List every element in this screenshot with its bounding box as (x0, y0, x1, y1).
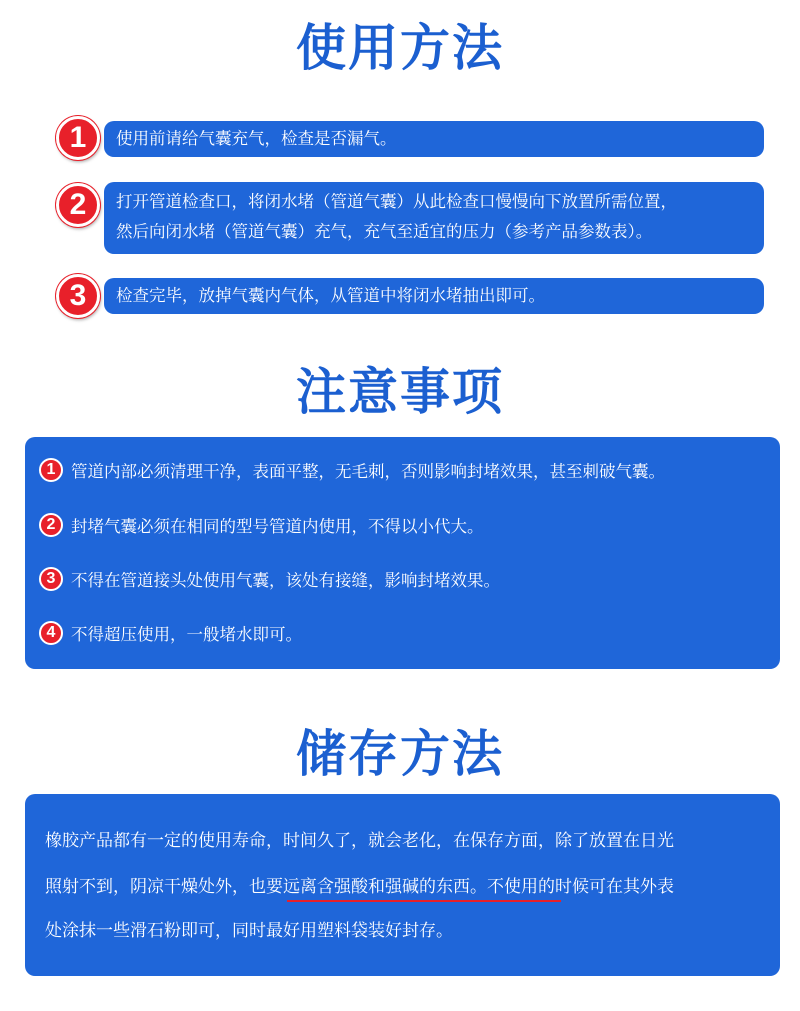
note-text: 封堵气囊必须在相同的型号管道内使用，不得以小代大。 (71, 517, 484, 536)
usage-step-3-text: 检查完毕，放掉气囊内气体，从管道中将闭水堵抽出即可。 (116, 286, 545, 305)
storage-text-line-3: 处涂抹一些滑石粉即可，同时最好用塑料袋装好封存。 (45, 921, 453, 941)
highlight-underline (287, 900, 561, 902)
usage-step-3 (104, 278, 764, 314)
step-number-badge: 2 (56, 183, 100, 227)
usage-step-1-text: 使用前请给气囊充气，检查是否漏气。 (116, 129, 397, 148)
storage-heading: 储存方法 (296, 725, 504, 783)
usage-step-2-line-2: 然后向闭水堵（管道气囊）充气，充气至适宜的压力（参考产品参数表）。 (116, 222, 653, 241)
usage-step-2 (104, 182, 764, 254)
note-item (39, 457, 665, 483)
usage-step-1 (104, 121, 764, 157)
storage-text-line-1: 橡胶产品都有一定的使用寿命，时间久了，就会老化，在保存方面，除了放置在日光 (45, 831, 674, 851)
note-number-badge: 3 (39, 567, 63, 591)
note-number-badge: 2 (39, 513, 63, 537)
storage-panel (25, 794, 780, 976)
note-item (39, 512, 484, 538)
note-number-badge: 1 (39, 458, 63, 482)
note-text: 不得在管道接头处使用气囊，该处有接缝，影响封堵效果。 (71, 571, 500, 590)
note-item (39, 620, 302, 646)
step-number-badge: 3 (56, 274, 100, 318)
note-number-badge: 4 (39, 621, 63, 645)
step-number-badge: 1 (56, 116, 100, 160)
storage-text-line-2: 照射不到，阴凉干燥处外，也要远离含强酸和强碱的东西。不使用的时候可在其外表 (45, 877, 674, 897)
note-text: 管道内部必须清理干净，表面平整，无毛刺，否则影响封堵效果，甚至刺破气囊。 (71, 462, 665, 481)
notes-panel (25, 437, 780, 669)
note-text: 不得超压使用，一般堵水即可。 (71, 625, 302, 644)
usage-step-2-line-1: 打开管道检查口，将闭水堵（管道气囊）从此检查口慢慢向下放置所需位置， (116, 192, 677, 211)
note-item (39, 566, 500, 592)
usage-heading: 使用方法 (296, 19, 504, 77)
notes-heading: 注意事项 (296, 363, 504, 421)
